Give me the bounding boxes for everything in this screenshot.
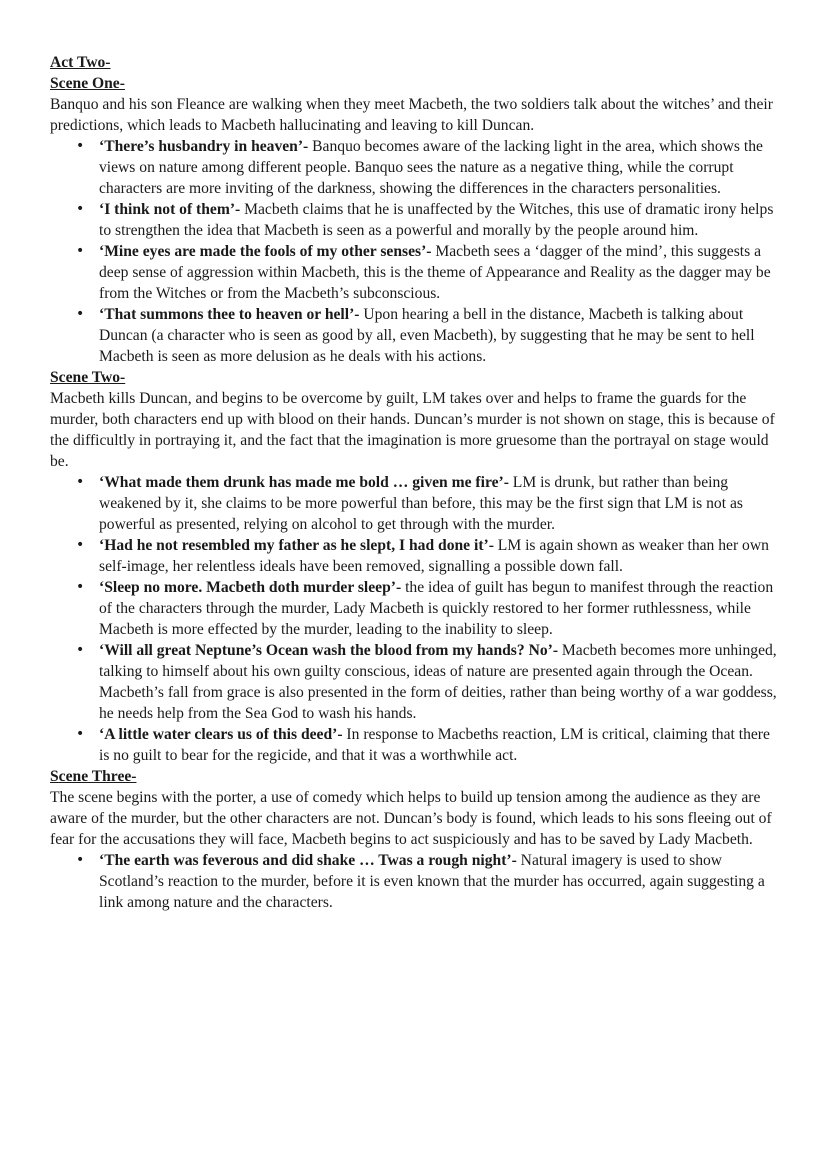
analysis-text: LM is drunk, but rather than being weakened by it, she claims to be more powerful than before, this may be the first sign that LM is not as powerful as presented, relying on alcohol to get through with the murder.: [99, 474, 743, 533]
quote-list: [50, 850, 780, 913]
scene-one: [50, 73, 780, 367]
quote-text: ‘That summons thee to heaven or hell’-: [99, 306, 360, 323]
scene-summary: Banquo and his son Fleance are walking when they meet Macbeth, the two soldiers talk about the witches’ and their predictions, which leads to Macbeth hallucinating and leaving to kill Duncan.: [50, 96, 773, 134]
document-page: [50, 52, 780, 913]
list-item: [50, 535, 780, 577]
scene-heading: Scene Two-: [50, 369, 126, 386]
scene-three: [50, 766, 780, 913]
list-item: [50, 136, 780, 199]
list-item: [50, 577, 780, 640]
scene-heading: Scene One-: [50, 75, 125, 92]
quote-text: ‘The earth was feverous and did shake … Twas a rough night’-: [99, 852, 517, 869]
list-item: [50, 304, 780, 367]
scene-heading: Scene Three-: [50, 768, 137, 785]
analysis-text: the idea of guilt has begun to manifest through the reaction of the characters through the murder, Lady Macbeth is quickly restored to her former ruthlessness, while Macbeth is more effected by the murder, leading to the inability to sleep.: [99, 579, 774, 638]
scene-two: [50, 367, 780, 766]
analysis-text: Upon hearing a bell in the distance, Macbeth is talking about Duncan (a character who is seen as good by all, even Macbeth), by suggesting that he may be sent to hell Macbeth is seen as more delusion as he deals with his actions.: [99, 306, 755, 365]
quote-text: ‘Will all great Neptune’s Ocean wash the blood from my hands? No’-: [99, 642, 559, 659]
analysis-text: Macbeth sees a ‘dagger of the mind’, this suggests a deep sense of aggression within Macbeth, this is the theme of Appearance and Reality as the dagger may be from the Witches or from the Macbeth’s subconscious.: [99, 243, 771, 302]
list-item: [50, 472, 780, 535]
quote-list: [50, 136, 780, 367]
list-item: [50, 724, 780, 766]
list-item: [50, 640, 780, 724]
list-item: [50, 850, 780, 913]
analysis-text: Banquo becomes aware of the lacking light in the area, which shows the views on nature among different people. Banquo sees the nature as a negative thing, while the corrupt characters are more inviting of the darkness, showing the differences in the characters personalities.: [99, 138, 763, 197]
analysis-text: LM is again shown as weaker than her own self-image, her relentless ideals have been removed, signalling a possible down fall.: [99, 537, 769, 575]
list-item: [50, 241, 780, 304]
analysis-text: Macbeth claims that he is unaffected by the Witches, this use of dramatic irony helps to strengthen the idea that Macbeth is seen as a powerful and morally by the people around him.: [99, 201, 774, 239]
quote-text: ‘A little water clears us of this deed’-: [99, 726, 343, 743]
analysis-text: In response to Macbeths reaction, LM is critical, claiming that there is no guilt to bear for the regicide, and that it was a worthwhile act.: [99, 726, 770, 764]
scene-summary: The scene begins with the porter, a use of comedy which helps to build up tension among the audience as they are aware of the murder, but the other characters are not. Duncan’s body is found, which leads to his sons fleeing out of fear for the accusations they will face, Macbeth begins to act suspiciously and has to be saved by Lady Macbeth.: [50, 789, 772, 848]
quote-text: ‘Mine eyes are made the fools of my other senses’-: [99, 243, 432, 260]
quote-text: ‘There’s husbandry in heaven’-: [99, 138, 309, 155]
scene-summary: Macbeth kills Duncan, and begins to be overcome by guilt, LM takes over and helps to frame the guards for the murder, both characters end up with blood on their hands. Duncan’s murder is not shown on stage, this is because of the difficultly in portraying it, and the fact that the imagination is more gruesome than the portrayal on stage would be.: [50, 390, 775, 470]
quote-text: ‘Had he not resembled my father as he slept, I had done it’-: [99, 537, 494, 554]
act-title: Act Two-: [50, 54, 111, 71]
list-item: [50, 199, 780, 241]
quote-text: ‘What made them drunk has made me bold … given me fire’-: [99, 474, 509, 491]
quote-text: ‘Sleep no more. Macbeth doth murder sleep’-: [99, 579, 402, 596]
quote-text: ‘I think not of them’-: [99, 201, 241, 218]
analysis-text: Natural imagery is used to show Scotland’s reaction to the murder, before it is even known that the murder has occurred, again suggesting a link among nature and the characters.: [99, 852, 765, 911]
analysis-text: Macbeth becomes more unhinged, talking to himself about his own guilty conscious, ideas of nature are presented again through the Ocean. Macbeth’s fall from grace is also presented in the form of deities, rather than being worthy of a war goddess, he needs help from the Sea God to wash his hands.: [99, 642, 777, 722]
quote-list: [50, 472, 780, 766]
